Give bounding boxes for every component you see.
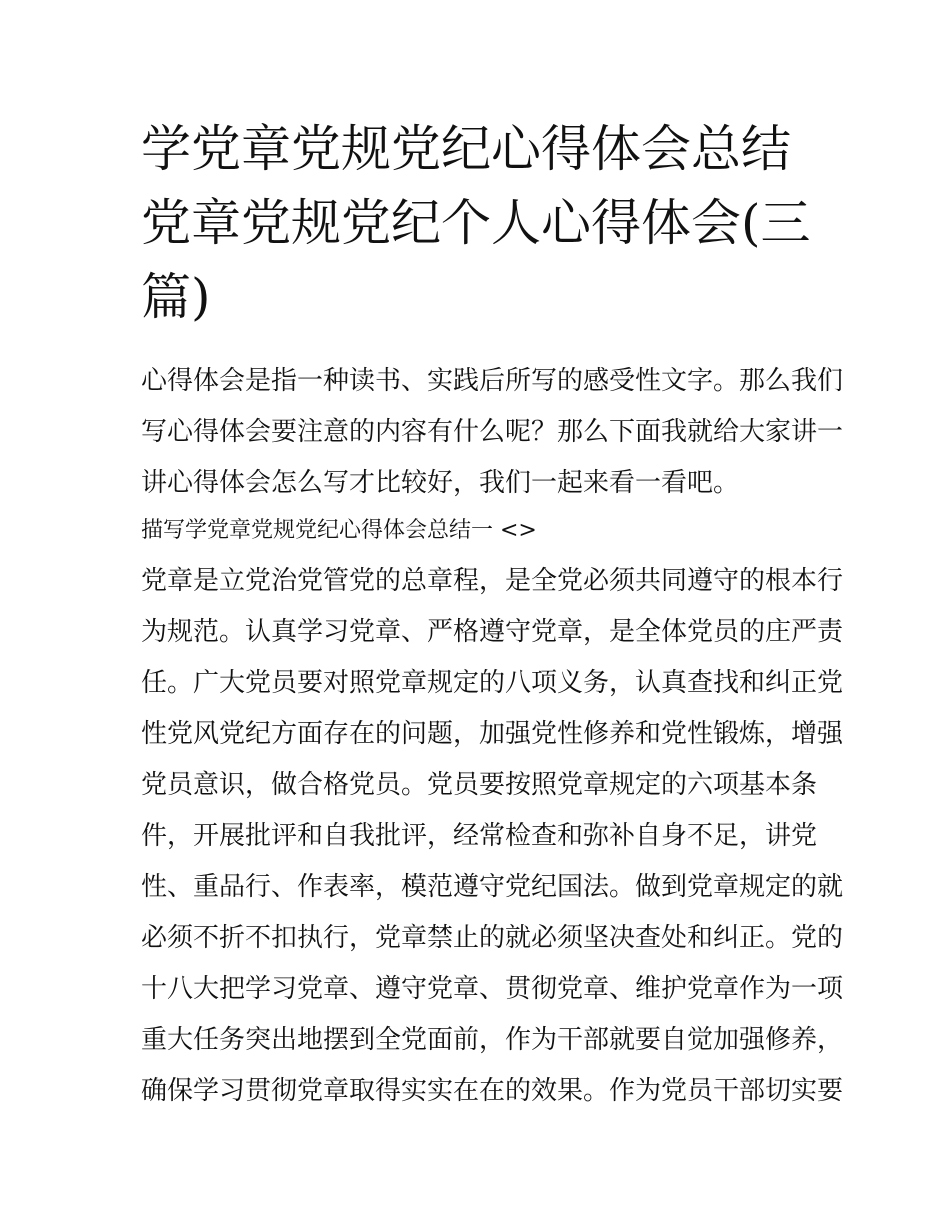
document-title <box>141 112 816 334</box>
title-line: 党章党规党纪个人心得体会(三 <box>141 194 811 252</box>
document-content <box>141 112 844 1117</box>
body-line: 十八大把学习党章、遵守党章、贯彻党章、维护党章作为一项 <box>141 974 844 1004</box>
intro-line: 心得体会是指一种读书、实践后所写的感受性文字。那么我们 <box>141 366 844 396</box>
title-line: 篇) <box>141 268 211 326</box>
intro-line: 讲心得体会怎么写才比较好，我们一起来看一看吧。 <box>141 468 740 498</box>
body-line: 确保学习贯彻党章取得实实在在的效果。作为党员干部切实要 <box>141 1076 844 1106</box>
body-line: 件，开展批评和自我批评，经常检查和弥补自身不足，讲党 <box>141 821 818 851</box>
body-paragraph <box>141 556 844 1117</box>
title-line: 学党章党规党纪心得体会总结 <box>141 120 791 178</box>
body-line: 党章是立党治党管党的总章程，是全党必须共同遵守的根本行 <box>141 566 844 596</box>
intro-line: 写心得体会要注意的内容有什么呢？那么下面我就给大家讲一 <box>141 417 844 447</box>
intro-paragraph <box>141 356 844 509</box>
section-subheading: 描写学党章党规党纪心得体会总结一 <> <box>141 518 537 543</box>
body-line: 为规范。认真学习党章、严格遵守党章，是全体党员的庄严责 <box>141 617 844 647</box>
body-line: 任。广大党员要对照党章规定的八项义务，认真查找和纠正党 <box>141 668 844 698</box>
body-line: 性、重品行、作表率，模范遵守党纪国法。做到党章规定的就 <box>141 872 844 902</box>
body-line: 重大任务突出地摆到全党面前，作为干部就要自觉加强修养， <box>141 1025 844 1055</box>
body-line: 性党风党纪方面存在的问题，加强党性修养和党性锻炼，增强 <box>141 719 844 749</box>
body-line: 必须不折不扣执行，党章禁止的就必须坚决查处和纠正。党的 <box>141 923 844 953</box>
body-line: 党员意识，做合格党员。党员要按照党章规定的六项基本条 <box>141 770 818 800</box>
